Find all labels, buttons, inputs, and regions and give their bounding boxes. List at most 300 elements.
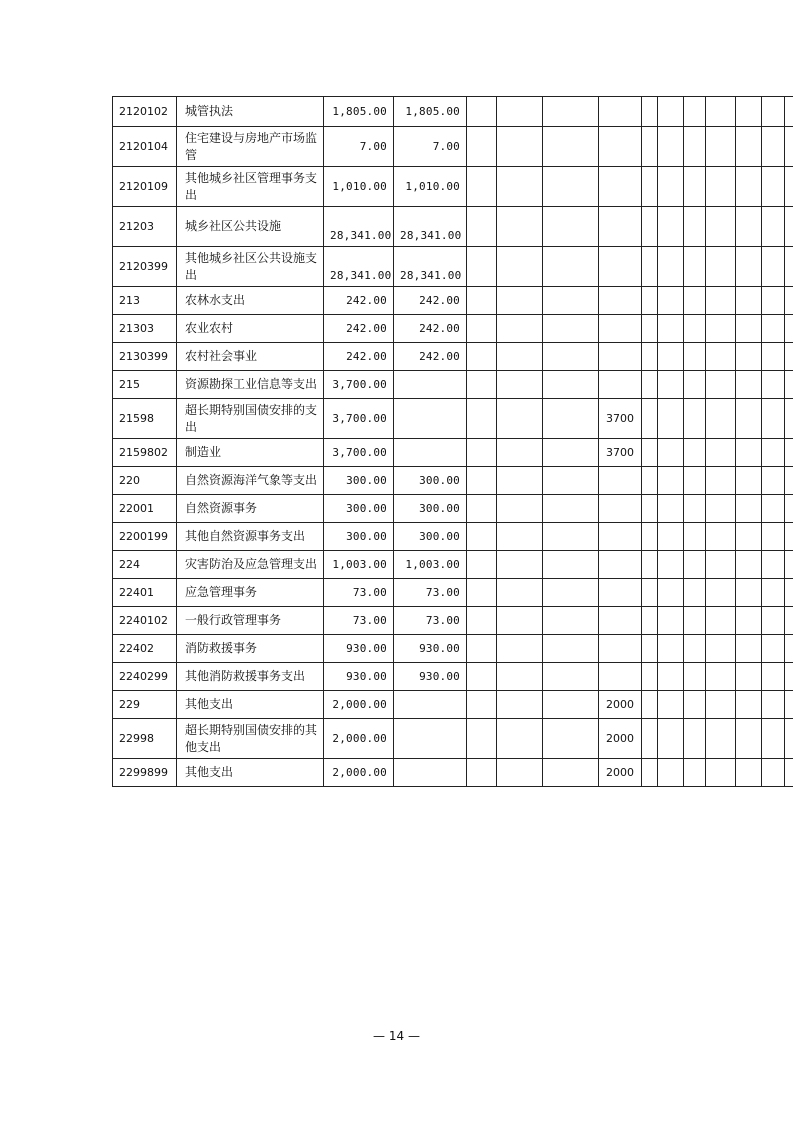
table-row (113, 495, 793, 523)
total-amount-cell: 1,010.00 (324, 167, 394, 207)
general-budget-cell: 1,010.00 (394, 167, 467, 207)
empty-cell (706, 247, 736, 287)
special-bond-cell (599, 663, 642, 691)
total-amount-cell: 3,700.00 (324, 439, 394, 467)
empty-cell (785, 691, 793, 719)
empty-cell (642, 467, 658, 495)
empty-cell (736, 691, 762, 719)
empty-cell (497, 523, 543, 551)
special-bond-cell (599, 127, 642, 167)
empty-cell (497, 315, 543, 343)
empty-cell (467, 287, 497, 315)
general-budget-cell: 28,341.00 (394, 247, 467, 287)
code-cell: 2120102 (113, 97, 177, 127)
empty-cell (762, 371, 785, 399)
code-cell: 224 (113, 551, 177, 579)
empty-cell (785, 439, 793, 467)
empty-cell (762, 315, 785, 343)
empty-cell (762, 439, 785, 467)
code-cell: 21303 (113, 315, 177, 343)
empty-cell (684, 247, 706, 287)
general-budget-cell: 300.00 (394, 467, 467, 495)
general-budget-cell: 300.00 (394, 523, 467, 551)
total-amount-cell: 1,805.00 (324, 97, 394, 127)
empty-cell (762, 97, 785, 127)
special-bond-cell (599, 167, 642, 207)
empty-cell (642, 759, 658, 787)
table-row (113, 167, 793, 207)
empty-cell (706, 579, 736, 607)
code-cell: 2159802 (113, 439, 177, 467)
empty-cell (497, 97, 543, 127)
empty-cell (684, 399, 706, 439)
name-cell: 其他支出 (177, 691, 324, 719)
empty-cell (467, 467, 497, 495)
general-budget-cell: 1,003.00 (394, 551, 467, 579)
name-cell: 城乡社区公共设施 (177, 207, 324, 247)
empty-cell (736, 167, 762, 207)
total-amount-cell: 3,700.00 (324, 399, 394, 439)
empty-cell (658, 759, 684, 787)
empty-cell (497, 691, 543, 719)
empty-cell (658, 127, 684, 167)
empty-cell (543, 207, 599, 247)
empty-cell (543, 287, 599, 315)
empty-cell (684, 719, 706, 759)
empty-cell (658, 399, 684, 439)
empty-cell (785, 127, 793, 167)
empty-cell (762, 247, 785, 287)
general-budget-cell: 73.00 (394, 579, 467, 607)
empty-cell (658, 439, 684, 467)
table-row (113, 343, 793, 371)
empty-cell (467, 399, 497, 439)
general-budget-cell: 930.00 (394, 663, 467, 691)
code-cell: 21203 (113, 207, 177, 247)
total-amount-cell: 73.00 (324, 579, 394, 607)
empty-cell (543, 97, 599, 127)
empty-cell (762, 207, 785, 247)
empty-cell (706, 315, 736, 343)
empty-cell (706, 759, 736, 787)
empty-cell (762, 523, 785, 551)
empty-cell (467, 607, 497, 635)
empty-cell (642, 247, 658, 287)
empty-cell (736, 467, 762, 495)
empty-cell (684, 551, 706, 579)
empty-cell (658, 607, 684, 635)
empty-cell (785, 495, 793, 523)
empty-cell (497, 551, 543, 579)
empty-cell (736, 315, 762, 343)
empty-cell (658, 495, 684, 523)
empty-cell (658, 551, 684, 579)
empty-cell (467, 523, 497, 551)
total-amount-cell: 242.00 (324, 315, 394, 343)
empty-cell (467, 579, 497, 607)
empty-cell (467, 663, 497, 691)
empty-cell (642, 523, 658, 551)
total-amount-cell: 2,000.00 (324, 719, 394, 759)
empty-cell (543, 315, 599, 343)
general-budget-cell: 1,805.00 (394, 97, 467, 127)
empty-cell (736, 371, 762, 399)
name-cell: 其他支出 (177, 759, 324, 787)
empty-cell (543, 399, 599, 439)
empty-cell (706, 207, 736, 247)
empty-cell (684, 635, 706, 663)
name-cell: 其他自然资源事务支出 (177, 523, 324, 551)
code-cell: 21598 (113, 399, 177, 439)
empty-cell (543, 343, 599, 371)
empty-cell (762, 759, 785, 787)
empty-cell (785, 467, 793, 495)
empty-cell (706, 371, 736, 399)
general-budget-cell (394, 759, 467, 787)
empty-cell (684, 127, 706, 167)
special-bond-cell (599, 97, 642, 127)
empty-cell (706, 127, 736, 167)
empty-cell (785, 663, 793, 691)
special-bond-cell (599, 247, 642, 287)
empty-cell (658, 247, 684, 287)
empty-cell (642, 495, 658, 523)
name-cell: 农林水支出 (177, 287, 324, 315)
empty-cell (762, 719, 785, 759)
general-budget-cell: 242.00 (394, 287, 467, 315)
empty-cell (658, 663, 684, 691)
empty-cell (642, 343, 658, 371)
total-amount-cell: 2,000.00 (324, 759, 394, 787)
general-budget-cell (394, 399, 467, 439)
empty-cell (497, 719, 543, 759)
name-cell: 一般行政管理事务 (177, 607, 324, 635)
empty-cell (543, 371, 599, 399)
empty-cell (642, 97, 658, 127)
name-cell: 其他城乡社区公共设施支出 (177, 247, 324, 287)
code-cell: 2299899 (113, 759, 177, 787)
empty-cell (467, 371, 497, 399)
empty-cell (642, 691, 658, 719)
empty-cell (642, 439, 658, 467)
table-row (113, 635, 793, 663)
empty-cell (658, 635, 684, 663)
empty-cell (543, 551, 599, 579)
special-bond-cell (599, 495, 642, 523)
empty-cell (736, 97, 762, 127)
empty-cell (736, 127, 762, 167)
empty-cell (467, 691, 497, 719)
empty-cell (543, 523, 599, 551)
empty-cell (736, 207, 762, 247)
code-cell: 22401 (113, 579, 177, 607)
empty-cell (785, 399, 793, 439)
total-amount-cell: 28,341.00 (324, 247, 394, 287)
total-amount-cell: 300.00 (324, 523, 394, 551)
empty-cell (467, 315, 497, 343)
empty-cell (543, 719, 599, 759)
empty-cell (543, 759, 599, 787)
code-cell: 2120109 (113, 167, 177, 207)
name-cell: 制造业 (177, 439, 324, 467)
empty-cell (497, 167, 543, 207)
empty-cell (467, 551, 497, 579)
code-cell: 213 (113, 287, 177, 315)
empty-cell (785, 759, 793, 787)
empty-cell (467, 759, 497, 787)
code-cell: 2130399 (113, 343, 177, 371)
empty-cell (706, 97, 736, 127)
empty-cell (684, 467, 706, 495)
empty-cell (785, 315, 793, 343)
empty-cell (785, 97, 793, 127)
general-budget-cell: 73.00 (394, 607, 467, 635)
empty-cell (762, 579, 785, 607)
table-row (113, 315, 793, 343)
empty-cell (785, 579, 793, 607)
code-cell: 2240299 (113, 663, 177, 691)
empty-cell (684, 439, 706, 467)
table-row (113, 523, 793, 551)
code-cell: 2200199 (113, 523, 177, 551)
code-cell: 229 (113, 691, 177, 719)
empty-cell (706, 467, 736, 495)
empty-cell (497, 207, 543, 247)
general-budget-cell (394, 719, 467, 759)
empty-cell (543, 127, 599, 167)
empty-cell (706, 663, 736, 691)
empty-cell (706, 523, 736, 551)
name-cell: 应急管理事务 (177, 579, 324, 607)
empty-cell (543, 467, 599, 495)
empty-cell (497, 371, 543, 399)
empty-cell (785, 167, 793, 207)
empty-cell (684, 663, 706, 691)
name-cell: 农业农村 (177, 315, 324, 343)
table-row (113, 287, 793, 315)
code-cell: 22998 (113, 719, 177, 759)
special-bond-cell: 2000 (599, 691, 642, 719)
empty-cell (467, 495, 497, 523)
empty-cell (642, 399, 658, 439)
empty-cell (736, 759, 762, 787)
table-row (113, 127, 793, 167)
empty-cell (684, 97, 706, 127)
table-row (113, 399, 793, 439)
empty-cell (762, 167, 785, 207)
special-bond-cell (599, 635, 642, 663)
empty-cell (543, 635, 599, 663)
empty-cell (736, 635, 762, 663)
empty-cell (736, 343, 762, 371)
empty-cell (467, 207, 497, 247)
name-cell: 农村社会事业 (177, 343, 324, 371)
total-amount-cell: 930.00 (324, 663, 394, 691)
name-cell: 城管执法 (177, 97, 324, 127)
table-row (113, 719, 793, 759)
empty-cell (467, 719, 497, 759)
empty-cell (762, 551, 785, 579)
total-amount-cell: 242.00 (324, 343, 394, 371)
empty-cell (684, 207, 706, 247)
empty-cell (706, 167, 736, 207)
empty-cell (543, 663, 599, 691)
empty-cell (785, 371, 793, 399)
empty-cell (762, 635, 785, 663)
empty-cell (684, 495, 706, 523)
empty-cell (642, 551, 658, 579)
total-amount-cell: 300.00 (324, 495, 394, 523)
empty-cell (642, 207, 658, 247)
empty-cell (467, 247, 497, 287)
table-row (113, 607, 793, 635)
empty-cell (497, 467, 543, 495)
empty-cell (736, 523, 762, 551)
special-bond-cell: 2000 (599, 719, 642, 759)
total-amount-cell: 242.00 (324, 287, 394, 315)
empty-cell (785, 719, 793, 759)
empty-cell (543, 247, 599, 287)
table-row (113, 97, 793, 127)
empty-cell (642, 371, 658, 399)
empty-cell (762, 399, 785, 439)
total-amount-cell: 1,003.00 (324, 551, 394, 579)
empty-cell (785, 343, 793, 371)
code-cell: 2120104 (113, 127, 177, 167)
empty-cell (785, 287, 793, 315)
empty-cell (762, 467, 785, 495)
empty-cell (762, 663, 785, 691)
code-cell: 22001 (113, 495, 177, 523)
empty-cell (658, 371, 684, 399)
special-bond-cell: 3700 (599, 439, 642, 467)
special-bond-cell (599, 523, 642, 551)
empty-cell (497, 579, 543, 607)
empty-cell (467, 439, 497, 467)
empty-cell (736, 551, 762, 579)
empty-cell (706, 343, 736, 371)
name-cell: 灾害防治及应急管理支出 (177, 551, 324, 579)
empty-cell (658, 579, 684, 607)
empty-cell (762, 343, 785, 371)
empty-cell (762, 127, 785, 167)
total-amount-cell: 3,700.00 (324, 371, 394, 399)
table-row (113, 371, 793, 399)
empty-cell (642, 315, 658, 343)
empty-cell (736, 719, 762, 759)
empty-cell (642, 635, 658, 663)
special-bond-cell (599, 579, 642, 607)
empty-cell (736, 607, 762, 635)
name-cell: 消防救援事务 (177, 635, 324, 663)
empty-cell (497, 759, 543, 787)
special-bond-cell (599, 371, 642, 399)
empty-cell (658, 467, 684, 495)
empty-cell (497, 287, 543, 315)
empty-cell (684, 167, 706, 207)
empty-cell (467, 127, 497, 167)
empty-cell (467, 97, 497, 127)
empty-cell (684, 607, 706, 635)
empty-cell (497, 495, 543, 523)
table-row (113, 691, 793, 719)
empty-cell (736, 579, 762, 607)
empty-cell (785, 247, 793, 287)
name-cell: 自然资源事务 (177, 495, 324, 523)
empty-cell (497, 343, 543, 371)
empty-cell (497, 127, 543, 167)
empty-cell (642, 607, 658, 635)
empty-cell (543, 607, 599, 635)
name-cell: 超长期特别国债安排的其他支出 (177, 719, 324, 759)
empty-cell (736, 439, 762, 467)
empty-cell (684, 691, 706, 719)
general-budget-cell: 28,341.00 (394, 207, 467, 247)
table-row (113, 759, 793, 787)
empty-cell (785, 635, 793, 663)
name-cell: 资源勘探工业信息等支出 (177, 371, 324, 399)
empty-cell (642, 719, 658, 759)
empty-cell (706, 439, 736, 467)
empty-cell (762, 495, 785, 523)
empty-cell (658, 315, 684, 343)
total-amount-cell: 2,000.00 (324, 691, 394, 719)
general-budget-cell: 300.00 (394, 495, 467, 523)
empty-cell (497, 607, 543, 635)
name-cell: 其他城乡社区管理事务支出 (177, 167, 324, 207)
empty-cell (543, 579, 599, 607)
empty-cell (543, 495, 599, 523)
code-cell: 22402 (113, 635, 177, 663)
general-budget-cell: 242.00 (394, 315, 467, 343)
empty-cell (706, 287, 736, 315)
empty-cell (706, 691, 736, 719)
empty-cell (684, 579, 706, 607)
empty-cell (684, 759, 706, 787)
empty-cell (497, 439, 543, 467)
code-cell: 2120399 (113, 247, 177, 287)
empty-cell (642, 127, 658, 167)
empty-cell (658, 523, 684, 551)
empty-cell (658, 97, 684, 127)
table-row (113, 579, 793, 607)
empty-cell (642, 167, 658, 207)
special-bond-cell (599, 551, 642, 579)
empty-cell (736, 495, 762, 523)
empty-cell (706, 551, 736, 579)
empty-cell (684, 343, 706, 371)
empty-cell (706, 495, 736, 523)
empty-cell (658, 719, 684, 759)
name-cell: 住宅建设与房地产市场监管 (177, 127, 324, 167)
page-number: — 14 — (373, 1029, 420, 1043)
empty-cell (543, 167, 599, 207)
special-bond-cell (599, 287, 642, 315)
general-budget-cell (394, 439, 467, 467)
special-bond-cell: 3700 (599, 399, 642, 439)
empty-cell (497, 399, 543, 439)
name-cell: 超长期特别国债安排的支出 (177, 399, 324, 439)
empty-cell (736, 247, 762, 287)
code-cell: 220 (113, 467, 177, 495)
code-cell: 215 (113, 371, 177, 399)
empty-cell (736, 287, 762, 315)
table-row (113, 439, 793, 467)
budget-table (112, 96, 793, 787)
empty-cell (736, 663, 762, 691)
table-row (113, 663, 793, 691)
total-amount-cell: 73.00 (324, 607, 394, 635)
